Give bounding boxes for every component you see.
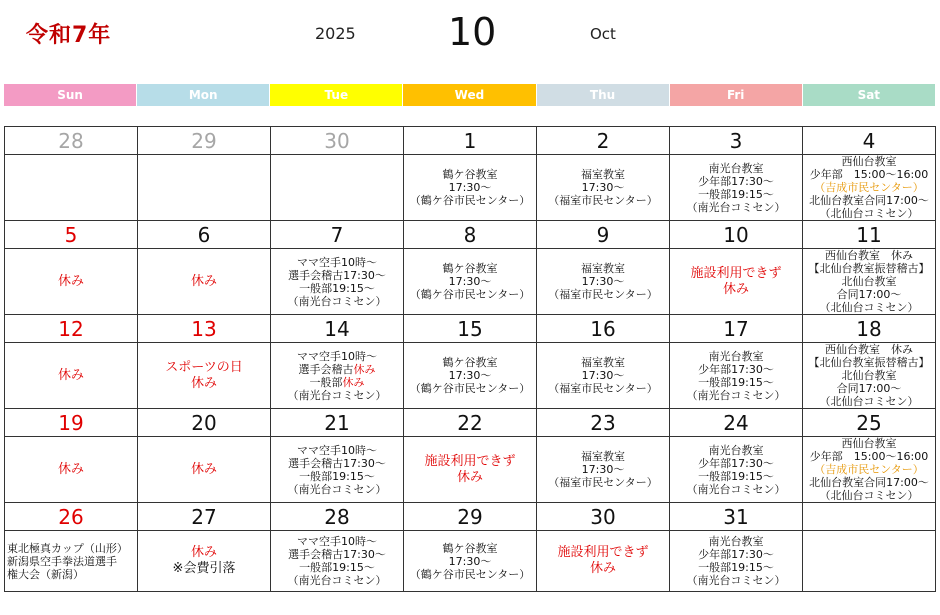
schedule-line — [404, 275, 536, 288]
schedule-line — [404, 454, 536, 470]
schedule-line — [138, 561, 270, 577]
day-schedule-cell — [404, 249, 537, 315]
year-label: 2025 — [315, 24, 356, 43]
schedule-line — [537, 545, 669, 561]
day-number: 8 — [404, 221, 537, 249]
schedule-text: 鶴ケ谷教室 — [442, 168, 498, 181]
day-schedule-cell — [670, 249, 803, 315]
schedule-line — [404, 542, 536, 555]
schedule-line — [670, 574, 802, 587]
schedule-line — [271, 535, 403, 548]
day-number: 11 — [803, 221, 936, 249]
weekday-mon: Mon — [137, 84, 270, 106]
schedule-text: 少年部17:30～ — [698, 548, 774, 561]
schedule-line — [5, 274, 137, 290]
schedule-text: （鶴ケ谷市民センター） — [409, 567, 531, 581]
schedule-text: 西仙台教室 休み — [825, 343, 913, 356]
schedule-text: 休み — [57, 367, 84, 383]
schedule-line — [5, 368, 137, 384]
schedule-line — [670, 376, 802, 389]
day-number: 6 — [138, 221, 271, 249]
schedule-text: 北仙台教室合同17:00～ — [809, 476, 929, 489]
schedule-text: 17:30～ — [448, 369, 492, 382]
day-schedule-cell — [271, 155, 404, 221]
day-schedule-cell — [670, 343, 803, 409]
weekday-sat: Sat — [803, 84, 936, 106]
day-number: 30 — [537, 503, 670, 531]
schedule-text: 休み — [190, 545, 217, 560]
day-number: 29 — [138, 127, 271, 155]
schedule-line — [537, 194, 669, 207]
schedule-line — [537, 262, 669, 275]
schedule-line — [271, 282, 403, 295]
schedule-text: 福室教室 — [581, 450, 625, 463]
schedule-text: 休み — [190, 461, 217, 477]
schedule-line — [670, 444, 802, 457]
schedule-line — [271, 470, 403, 483]
schedule-line — [271, 561, 403, 574]
day-schedule-cell — [404, 437, 537, 503]
day-number: 30 — [271, 127, 404, 155]
schedule-line — [803, 288, 935, 301]
day-schedule-cell — [5, 155, 138, 221]
schedule-line — [670, 483, 802, 496]
schedule-line — [670, 389, 802, 402]
schedule-text: 選手会稽古17:30～ — [288, 268, 386, 282]
schedule-text: ママ空手10時～ — [297, 255, 377, 269]
day-schedule-cell — [138, 437, 271, 503]
week-5-date-row — [5, 503, 936, 531]
schedule-line — [271, 483, 403, 496]
schedule-line — [404, 382, 536, 395]
day-number: 9 — [537, 221, 670, 249]
schedule-line — [803, 476, 935, 489]
schedule-line — [138, 545, 270, 561]
schedule-text: （福室市民センター） — [548, 382, 658, 395]
schedule-line — [803, 194, 935, 207]
day-schedule-cell — [271, 249, 404, 315]
day-schedule-cell — [803, 437, 936, 503]
schedule-text: （鶴ケ谷市民センター） — [409, 194, 531, 207]
schedule-text: 東北極真カップ（山形） — [7, 541, 128, 555]
schedule-text: 休み — [57, 461, 84, 477]
schedule-text: 一般部19:15～ — [698, 469, 774, 483]
schedule-text: 17:30～ — [581, 275, 625, 288]
schedule-line — [670, 350, 802, 363]
schedule-line — [803, 207, 935, 220]
schedule-line — [404, 555, 536, 568]
schedule-line — [670, 266, 802, 282]
schedule-text: 17:30～ — [448, 554, 492, 568]
schedule-line — [404, 181, 536, 194]
day-schedule-cell — [537, 249, 670, 315]
schedule-text: 合同17:00～ — [836, 288, 902, 301]
schedule-line — [803, 382, 935, 395]
schedule-text: 少年部17:30～ — [698, 456, 774, 470]
day-number: 7 — [271, 221, 404, 249]
day-schedule-cell — [138, 343, 271, 409]
schedule-line — [803, 343, 935, 356]
schedule-text: 施設利用できず — [557, 545, 649, 560]
schedule-line — [803, 489, 935, 502]
week-2-schedule-row — [5, 249, 936, 315]
schedule-text: 17:30～ — [581, 463, 625, 476]
schedule-text: 少年部17:30～ — [698, 174, 774, 188]
schedule-text: 鶴ケ谷教室 — [442, 541, 498, 555]
schedule-text: 選手会稽古 — [298, 362, 354, 376]
schedule-text: ママ空手10時～ — [297, 443, 377, 457]
schedule-text: （鶴ケ谷市民センター） — [409, 382, 531, 395]
schedule-text: ママ空手10時～ — [297, 349, 377, 363]
schedule-text: 休み — [589, 561, 616, 576]
weekday-tue: Tue — [270, 84, 403, 106]
day-number: 27 — [138, 503, 271, 531]
schedule-line — [271, 295, 403, 308]
calendar-grid — [4, 126, 936, 592]
schedule-line — [271, 574, 403, 587]
weekday-sun: Sun — [4, 84, 137, 106]
schedule-text: 権大会（新潟） — [7, 567, 84, 581]
schedule-text: （南光台コミセン） — [686, 574, 786, 587]
schedule-text: 17:30～ — [448, 181, 492, 194]
schedule-text: （吉成市民センター） — [814, 463, 924, 476]
weekday-thu: Thu — [537, 84, 670, 106]
schedule-text: 西仙台教室 — [841, 437, 897, 450]
day-number: 13 — [138, 315, 271, 343]
schedule-line — [803, 395, 935, 408]
schedule-text: 休み — [190, 273, 217, 289]
schedule-text: 休み — [722, 281, 749, 297]
day-schedule-cell — [404, 343, 537, 409]
day-schedule-cell — [404, 155, 537, 221]
day-number: 25 — [803, 409, 936, 437]
schedule-text: 17:30～ — [448, 275, 492, 288]
schedule-line — [271, 444, 403, 457]
schedule-line — [7, 555, 137, 568]
schedule-line — [404, 194, 536, 207]
schedule-line — [271, 389, 403, 402]
day-schedule-cell — [271, 437, 404, 503]
schedule-text: （南光台コミセン） — [287, 482, 387, 496]
schedule-line — [271, 350, 403, 363]
day-number: 15 — [404, 315, 537, 343]
schedule-line — [803, 168, 935, 181]
day-schedule-cell — [803, 155, 936, 221]
schedule-line — [670, 561, 802, 574]
week-3-schedule-row — [5, 343, 936, 409]
schedule-text: （福室市民センター） — [548, 288, 658, 301]
schedule-line — [670, 363, 802, 376]
schedule-text: 【北仙台教室振替稽古】 — [808, 356, 930, 369]
day-number: 21 — [271, 409, 404, 437]
schedule-text: 西仙台教室 — [841, 155, 897, 168]
schedule-text: （南光台コミセン） — [686, 200, 786, 214]
schedule-text: 西仙台教室 休み — [825, 249, 913, 262]
schedule-text: 休み — [353, 362, 376, 376]
schedule-text: ※会費引落 — [172, 561, 236, 576]
day-schedule-cell — [537, 437, 670, 503]
schedule-line — [404, 356, 536, 369]
day-number: 24 — [670, 409, 803, 437]
schedule-text: 南光台教室 — [708, 443, 764, 457]
weekday-header-row — [4, 84, 936, 106]
day-number: 28 — [271, 503, 404, 531]
day-schedule-cell — [5, 249, 138, 315]
weekday-fri: Fri — [670, 84, 803, 106]
schedule-line — [138, 376, 270, 392]
schedule-text: 鶴ケ谷教室 — [442, 356, 498, 369]
schedule-text: 北仙台教室合同17:00～ — [809, 194, 929, 207]
week-2-date-row — [5, 221, 936, 249]
schedule-text: スポーツの日 — [165, 359, 243, 375]
schedule-text: （北仙台コミセン） — [819, 489, 919, 502]
schedule-text: （吉成市民センター） — [814, 181, 924, 194]
week-5-schedule-row — [5, 531, 936, 592]
schedule-text: 少年部 15:00～16:00 — [809, 450, 929, 463]
schedule-line — [803, 437, 935, 450]
schedule-text: （福室市民センター） — [548, 194, 658, 207]
week-4-schedule-row — [5, 437, 936, 503]
schedule-line — [404, 470, 536, 486]
schedule-text: （南光台コミセン） — [287, 388, 387, 402]
schedule-line — [138, 274, 270, 290]
schedule-text: 少年部 15:00～16:00 — [809, 168, 929, 181]
day-number: 23 — [537, 409, 670, 437]
day-number — [803, 503, 936, 531]
day-number: 19 — [5, 409, 138, 437]
schedule-line — [537, 476, 669, 489]
schedule-text: 17:30～ — [581, 369, 625, 382]
schedule-line — [138, 462, 270, 478]
day-number: 29 — [404, 503, 537, 531]
schedule-text: 福室教室 — [581, 168, 625, 181]
week-4-date-row — [5, 409, 936, 437]
schedule-text: （福室市民センター） — [548, 476, 658, 489]
schedule-text: （南光台コミセン） — [686, 482, 786, 496]
schedule-text: （南光台コミセン） — [287, 294, 387, 308]
schedule-line — [537, 168, 669, 181]
schedule-line — [271, 376, 403, 389]
schedule-text: 一般部19:15～ — [698, 561, 774, 574]
day-schedule-cell — [5, 531, 138, 592]
schedule-text: 【北仙台教室振替稽古】 — [808, 262, 930, 275]
day-schedule-cell — [803, 343, 936, 409]
day-number: 17 — [670, 315, 803, 343]
schedule-line — [803, 181, 935, 194]
schedule-text: 新潟県空手拳法道選手 — [7, 554, 117, 568]
day-schedule-cell — [803, 249, 936, 315]
schedule-line — [803, 275, 935, 288]
day-schedule-cell — [537, 155, 670, 221]
schedule-line — [670, 162, 802, 175]
day-number: 5 — [5, 221, 138, 249]
day-number: 1 — [404, 127, 537, 155]
day-schedule-cell — [271, 343, 404, 409]
schedule-line — [404, 168, 536, 181]
schedule-line — [271, 256, 403, 269]
schedule-text: 休み — [342, 375, 365, 389]
day-schedule-cell — [670, 531, 803, 592]
day-schedule-cell — [5, 343, 138, 409]
schedule-text: 少年部17:30～ — [698, 362, 774, 376]
schedule-text: 福室教室 — [581, 356, 625, 369]
schedule-line — [7, 568, 137, 581]
schedule-line — [803, 463, 935, 476]
schedule-text: 南光台教室 — [708, 161, 764, 175]
schedule-text: 一般部 — [309, 375, 343, 389]
schedule-text: 17:30～ — [581, 181, 625, 194]
schedule-line — [537, 561, 669, 577]
day-number: 12 — [5, 315, 138, 343]
schedule-text: 休み — [456, 469, 483, 485]
day-number: 22 — [404, 409, 537, 437]
schedule-line — [670, 457, 802, 470]
schedule-text: 一般部19:15～ — [299, 469, 375, 483]
schedule-line — [404, 568, 536, 581]
schedule-line — [404, 369, 536, 382]
day-number: 16 — [537, 315, 670, 343]
schedule-line — [670, 201, 802, 214]
schedule-text: 休み — [190, 375, 217, 391]
schedule-text: 一般部19:15～ — [698, 375, 774, 389]
schedule-text: （北仙台コミセン） — [819, 395, 919, 408]
schedule-text: 一般部19:15～ — [698, 187, 774, 201]
schedule-line — [803, 155, 935, 168]
schedule-text: 選手会稽古17:30～ — [288, 456, 386, 470]
schedule-line — [803, 450, 935, 463]
schedule-line — [803, 356, 935, 369]
schedule-line — [537, 382, 669, 395]
schedule-text: 鶴ケ谷教室 — [442, 262, 498, 275]
day-schedule-cell — [670, 155, 803, 221]
day-number: 26 — [5, 503, 138, 531]
schedule-text: ママ空手10時～ — [297, 535, 377, 548]
day-schedule-cell — [537, 531, 670, 592]
schedule-line — [5, 462, 137, 478]
schedule-line — [537, 181, 669, 194]
week-1-date-row — [5, 127, 936, 155]
schedule-line — [803, 369, 935, 382]
schedule-line — [803, 262, 935, 275]
day-schedule-cell — [271, 531, 404, 592]
schedule-line — [537, 288, 669, 301]
schedule-text: 合同17:00～ — [836, 382, 902, 395]
day-number: 31 — [670, 503, 803, 531]
day-number: 14 — [271, 315, 404, 343]
schedule-line — [271, 269, 403, 282]
schedule-text: （南光台コミセン） — [686, 388, 786, 402]
day-number: 20 — [138, 409, 271, 437]
schedule-line — [537, 450, 669, 463]
schedule-line — [271, 457, 403, 470]
schedule-line — [670, 470, 802, 483]
day-schedule-cell — [670, 437, 803, 503]
schedule-text: 一般部19:15～ — [299, 281, 375, 295]
day-number: 28 — [5, 127, 138, 155]
day-schedule-cell — [537, 343, 670, 409]
schedule-text: （北仙台コミセン） — [819, 301, 919, 314]
day-number: 4 — [803, 127, 936, 155]
schedule-text: （鶴ケ谷市民センター） — [409, 288, 531, 301]
schedule-line — [537, 356, 669, 369]
schedule-line — [537, 369, 669, 382]
schedule-line — [803, 249, 935, 262]
schedule-text: 北仙台教室 — [841, 275, 897, 288]
schedule-line — [537, 275, 669, 288]
day-number: 10 — [670, 221, 803, 249]
day-schedule-cell — [404, 531, 537, 592]
week-1-schedule-row — [5, 155, 936, 221]
schedule-line — [670, 188, 802, 201]
schedule-line — [537, 463, 669, 476]
month-number: 10 — [448, 10, 497, 54]
schedule-text: 施設利用できず — [690, 265, 782, 281]
schedule-text: 南光台教室 — [708, 349, 764, 363]
schedule-text: （北仙台コミセン） — [819, 207, 919, 220]
week-3-date-row — [5, 315, 936, 343]
schedule-line — [670, 535, 802, 548]
day-schedule-cell — [803, 531, 936, 592]
schedule-line — [404, 288, 536, 301]
day-number: 3 — [670, 127, 803, 155]
day-schedule-cell — [138, 531, 271, 592]
schedule-line — [138, 360, 270, 376]
schedule-line — [271, 363, 403, 376]
day-schedule-cell — [138, 249, 271, 315]
schedule-line — [670, 282, 802, 298]
day-number: 2 — [537, 127, 670, 155]
weekday-wed: Wed — [403, 84, 536, 106]
schedule-line — [670, 548, 802, 561]
schedule-text: 福室教室 — [581, 262, 625, 275]
schedule-text: 選手会稽古17:30～ — [288, 548, 386, 561]
day-schedule-cell — [138, 155, 271, 221]
schedule-line — [271, 548, 403, 561]
schedule-line — [7, 542, 137, 555]
schedule-text: 一般部19:15～ — [299, 561, 375, 574]
schedule-line — [404, 262, 536, 275]
schedule-line — [803, 301, 935, 314]
era-year-label: 令和7年 — [26, 23, 112, 48]
schedule-line — [670, 175, 802, 188]
month-english: Oct — [590, 25, 616, 43]
schedule-text: 北仙台教室 — [841, 369, 897, 382]
day-schedule-cell — [5, 437, 138, 503]
schedule-text: （南光台コミセン） — [287, 574, 387, 587]
schedule-text: 休み — [57, 273, 84, 289]
schedule-text: 施設利用できず — [424, 453, 516, 469]
schedule-text: 南光台教室 — [708, 535, 764, 548]
day-number: 18 — [803, 315, 936, 343]
